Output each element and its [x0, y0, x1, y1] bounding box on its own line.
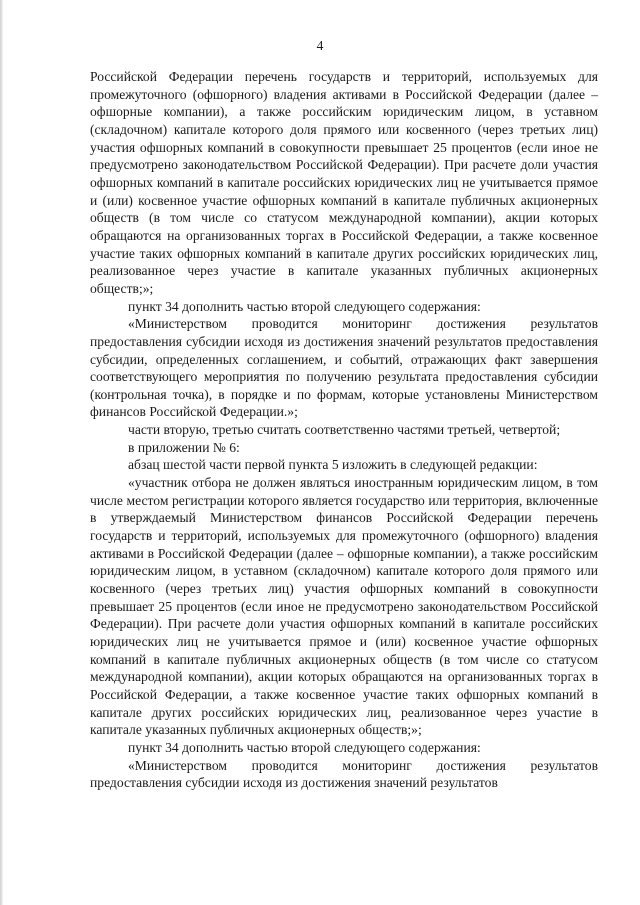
paragraph: «Министерством проводится мониторинг достижения результатов предоставления субсидии исходя из достижения значений результатов — [90, 757, 598, 791]
paragraph: «Министерством проводится мониторинг достижения результатов предоставления субсидии исходя из достижения значений результатов предоставления субсидии, определенных соглашением, и событий, отражающих факт завершения соответствующего мероприятия по получению результата предоставления субсидии (контрольная точка), в порядке и по формам, которые установлены Министерством финансов Российской Федерации.»; — [90, 316, 598, 420]
page-number: 4 — [316, 38, 324, 53]
paragraph: пункт 34 дополнить частью второй следующего содержания: — [128, 739, 481, 755]
paragraph: части вторую, третью считать соответственно частями третьей, четвертой; — [128, 422, 561, 438]
page-edge — [0, 0, 3, 905]
paragraph: в приложении № 6: — [128, 439, 240, 455]
paragraph: Российской Федерации перечень государств и территорий, используемых для промежуточного (офшорного) владения активами в Российской Федерации (далее – офшорные компании), а также российским юридическим лицом, в уставном (складочном) капитале которого доля прямого или косвенного (через третьих лиц) участия офшорных компаний в совокупности превышает 25 процентов (если иное не предусмотрено законодательством Российской Федерации). При расчете доли участия офшорных компаний в капитале российских юридических лиц не учитывается прямое и (или) косвенное участие офшорных компаний в капитале публичных акционерных обществ (в том числе со статусом международной компании), акции которых обращаются на организованных торгах в Российской Федерации, а также косвенное участие таких офшорных компаний в капитале других российских юридических лиц, реализованное через участие в капитале указанных публичных акционерных обществ;»; — [90, 69, 598, 296]
document-body — [90, 68, 598, 792]
paragraph: пункт 34 дополнить частью второй следующего содержания: — [128, 298, 481, 314]
paragraph: «участник отбора не должен являться иностранным юридическим лицом, в том числе местом регистрации которого является государство или территория, включенные в утверждаемый Министерством финансов Российской Федерации перечень государств и территорий, используемых для промежуточного (офшорного) владения активами в Российской Федерации (далее – офшорные компании), а также российским юридическим лицом, в уставном (складочном) капитале которого доля прямого или косвенного (через третьих лиц) участия офшорных компаний в совокупности превышает 25 процентов (если иное не предусмотрено законодательством Российской Федерации). При расчете доли участия офшорных компаний в капитале российских юридических лиц не учитывается прямое и (или) косвенное участие офшорных компаний в капитале публичных акционерных обществ (в том числе со статусом международной компании), акции которых обращаются на организованных торгах в Российской Федерации, а также косвенное участие таких офшорных компаний в капитале других российских юридических лиц, реализованное через участие в капитале указанных публичных акционерных обществ;»; — [90, 475, 598, 738]
paragraph: абзац шестой части первой пункта 5 изложить в следующей редакции: — [128, 457, 538, 473]
